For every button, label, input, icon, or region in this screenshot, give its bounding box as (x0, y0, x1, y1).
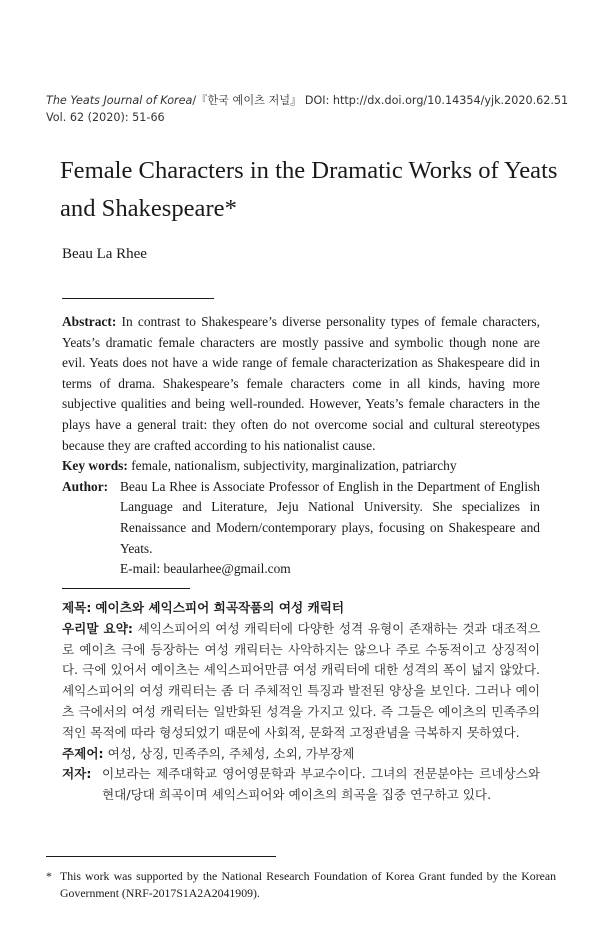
footnote (46, 868, 556, 902)
author-bio: Beau La Rhee is Associate Professor of English in the Department of English Language and Literature, Jeju National University. She specializes in Renaissance and Modern/contemporary plays, focusing on Shakespeare and Yeats. (120, 478, 540, 556)
korean-abstract-label: 우리말 요약: (62, 620, 133, 636)
journal-title: The Yeats Journal of Korea (46, 94, 193, 107)
abstract-section (62, 312, 540, 580)
korean-abstract-paragraph (62, 619, 540, 744)
korean-title-text: 예이츠와 셰익스피어 희곡작품의 여성 캐릭터 (95, 600, 345, 615)
author-label: Author: (62, 478, 109, 494)
korean-title-line (62, 598, 540, 619)
author-info-body (120, 477, 540, 580)
divider (62, 588, 190, 589)
author-info (62, 477, 540, 580)
journal-citation-line (46, 92, 568, 109)
journal-header (46, 92, 568, 126)
keywords-text: female, nationalism, subjectivity, marginalization, patriarchy (131, 458, 457, 474)
author-email[interactable]: E-mail: beaularhee@gmail.com (120, 561, 291, 577)
korean-title-label: 제목: (62, 600, 92, 615)
abstract-text: In contrast to Shakespeare’s diverse personality types of female characters, Yeats’s dramatic female characters are mostly passive and symbolic though none are evil. Yeats does not have a wide range of female characterization as Shakespeare did in terms of drama. Shakespeare’s female characters come in all kinds, having more subjective qualities and being well-rounded. However, Yeats’s female characters in the plays have a general trait: they often do not overcome social and cultural stereotypes because they are crafted according to his nationalist cause. (62, 314, 540, 453)
korean-author-info (62, 764, 540, 806)
footnote-text: This work was supported by the National Research Foundation of Korea Grant funded by the Korean Government (NRF-2017S1A2A2041909). (60, 869, 556, 900)
abstract-paragraph (62, 312, 540, 456)
korean-author-label: 저자: (62, 766, 92, 782)
korean-keywords-label: 주제어: (62, 745, 104, 761)
author-name: Beau La Rhee (62, 246, 147, 262)
korean-abstract-text: 셰익스피어의 여성 캐릭터에 다양한 성격 유형이 존재하는 것과 대조적으로 예이츠 극에 등장하는 여성 캐릭터는 사악하지는 않으나 주로 수동적이고 상징적이다. 극에 있어서 예이츠는 셰익스피어만큼 여성 캐릭터에 대한 성격의 폭이 넓지 않았다. 셰익스피어의 여성 캐릭터는 좀 더 주체적인 특징과 발전된 양상을 보인다. 그러나 예이츠 극에서의 여성 캐릭터는 일반화된 성격을 가지고 있다. 즉 그들은 예이츠의 민족주의적인 목적에 따라 형성되었기 때문에 사회적, 문화적 고정관념을 극복하지 못하였다. (62, 620, 541, 740)
korean-author-text: 이보라는 제주대학교 영어영문학과 부교수이다. 그녀의 전문분야는 르네상스와 현대/당대 희곡이며 셰익스피어와 예이츠의 희곡을 집중 연구하고 있다. (102, 766, 540, 803)
article-title: Female Characters in the Dramatic Works of Yeats and Shakespeare* (60, 157, 558, 222)
footnote-divider (46, 856, 276, 857)
korean-abstract-section (62, 598, 540, 806)
doi-link[interactable]: DOI: http://dx.doi.org/10.14354/yjk.2020.62.51 (304, 94, 569, 107)
journal-korean-title: /『한국 예이츠 저널』 (192, 94, 302, 107)
korean-keywords-line (62, 744, 540, 765)
divider (62, 298, 214, 299)
korean-keywords-text: 여성, 상징, 민족주의, 주체성, 소외, 가부장제 (107, 745, 355, 761)
keywords-label: Key words: (62, 458, 128, 474)
volume-info: Vol. 62 (2020): 51-66 (46, 111, 165, 124)
abstract-label: Abstract: (62, 314, 117, 329)
footnote-marker: * (46, 869, 52, 883)
keywords-paragraph (62, 456, 540, 477)
